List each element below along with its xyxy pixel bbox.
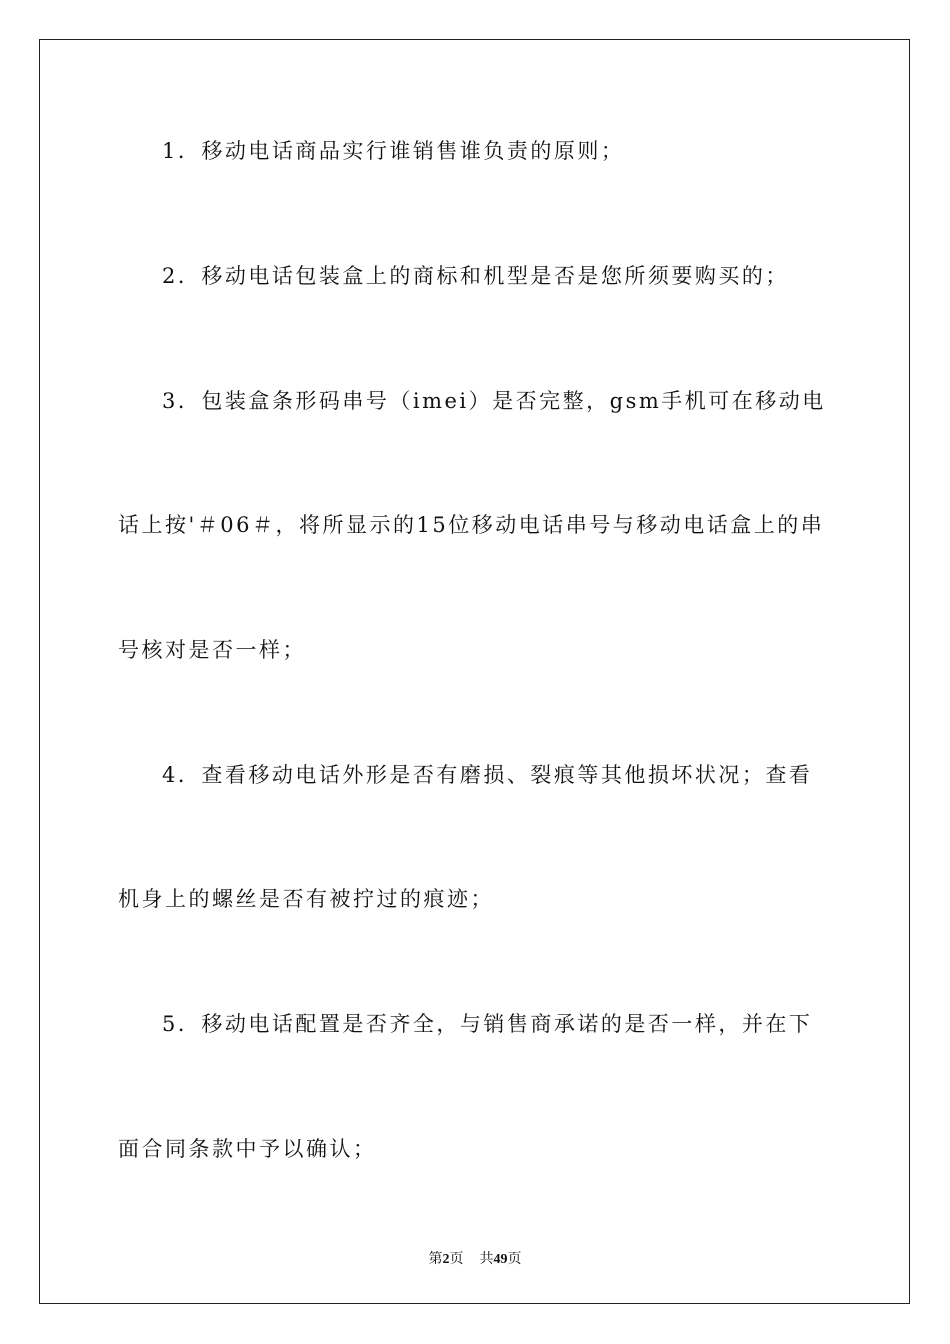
paragraph-3-line-3: 号核对是否一样；	[118, 638, 306, 662]
paragraph-2-line-1: 2．移动电话包装盒上的商标和机型是否是您所须要购买的；	[162, 264, 789, 288]
footer-total-suffix: 页	[507, 1252, 522, 1267]
footer-page-prefix: 第	[428, 1252, 443, 1267]
paragraph-1-line-1: 1．移动电话商品实行谁销售谁负责的原则；	[162, 139, 625, 163]
paragraph-4-line-2: 机身上的螺丝是否有被拧过的痕迹；	[118, 887, 494, 911]
footer-total-pages: 49	[493, 1252, 508, 1267]
paragraph-3-line-1: 3．包装盒条形码串号（imei）是否完整，gsm手机可在移动电	[162, 389, 826, 413]
footer-page-number: 2	[442, 1252, 450, 1267]
page-border	[39, 39, 910, 1304]
paragraph-5-line-1: 5．移动电话配置是否齐全，与销售商承诺的是否一样，并在下	[162, 1012, 813, 1036]
page-footer	[0, 1248, 950, 1268]
paragraph-4-line-1: 4．查看移动电话外形是否有磨损、裂痕等其他损坏状况；查看	[162, 763, 813, 787]
footer-page-suffix: 页	[449, 1252, 464, 1267]
paragraph-5-line-2: 面合同条款中予以确认；	[118, 1137, 377, 1161]
footer-total-prefix: 共	[479, 1252, 494, 1267]
paragraph-3-line-2: 话上按'＃06＃，将所显示的15位移动电话串号与移动电话盒上的串	[118, 513, 825, 537]
